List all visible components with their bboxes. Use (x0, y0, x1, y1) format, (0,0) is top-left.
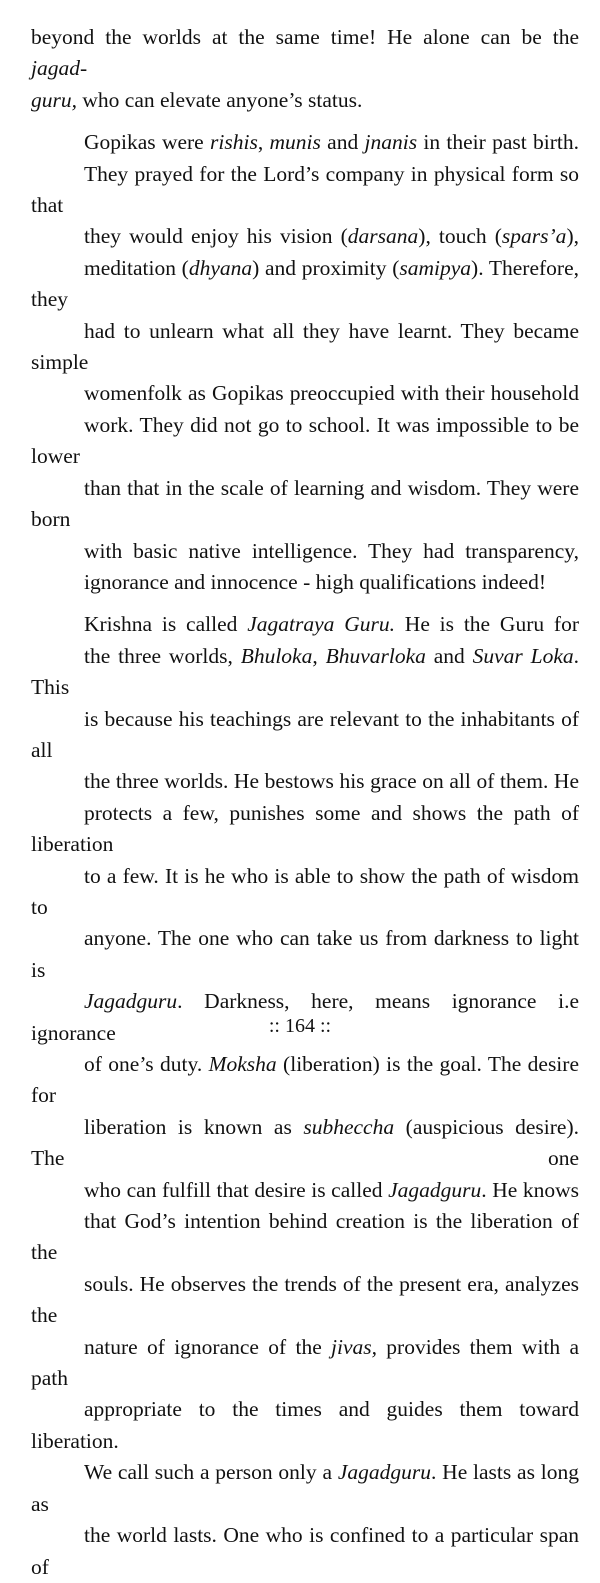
text-line (31, 536, 579, 567)
text-line (31, 316, 579, 379)
text-line (31, 1049, 579, 1112)
text-run: that God’s intention behind creation is the liberation of the (31, 1209, 579, 1265)
text-run: anyone. The one who can take us from darkness to light is (31, 926, 579, 982)
text-run: the world lasts. One who is confined to a particular span of (31, 1523, 579, 1579)
text-line (31, 1112, 579, 1175)
text-line (31, 766, 579, 797)
text-run: the three worlds, (84, 643, 241, 668)
text-line (31, 923, 579, 986)
italic-term: Jagadguru (337, 1460, 431, 1485)
text-run: (liberation) is the goal. The desire for (31, 1052, 579, 1108)
text-run: . He lasts as long as (31, 1460, 579, 1516)
text-line (31, 410, 579, 473)
paragraph-krishna-jagadguru (31, 609, 579, 1583)
text-run: souls. He observes the trends of the present era, analyzes the (31, 1271, 579, 1328)
text-run: work. They did not go to school. It was impossible to be lower (31, 412, 579, 469)
text-line (31, 567, 579, 598)
text-run: womenfolk as Gopikas preoccupied with their household (84, 381, 579, 406)
text-line (31, 253, 579, 316)
text-run: who can elevate anyone’s status. (77, 87, 363, 112)
text-run: , (312, 643, 326, 668)
italic-term: Jagatraya Guru. (247, 612, 395, 637)
text-line (31, 1457, 579, 1520)
text-run: and (320, 130, 365, 155)
text-run: meditation ( (84, 255, 189, 280)
text-line (31, 22, 579, 85)
text-line (31, 1206, 579, 1269)
italic-term: jivas, (331, 1334, 378, 1359)
text-line (31, 641, 579, 704)
text-run: . Darkness, here, means ignorance i.e ignorance (31, 989, 579, 1045)
text-run: than that in the scale of learning and wisdom. They were born (31, 475, 579, 532)
text-run: in their past birth. (417, 130, 579, 155)
text-line (31, 798, 579, 861)
italic-term: spars’a (501, 224, 567, 249)
paragraph-gopikas (31, 127, 579, 598)
text-line (31, 1269, 579, 1332)
italic-term: samipya (399, 255, 472, 280)
text-run: Krishna is called (84, 612, 248, 637)
text-run: ), (566, 224, 579, 249)
text-run: of one’s duty. (84, 1052, 209, 1076)
text-run: who can fulfill that desire is called (84, 1177, 389, 1202)
text-line (31, 1175, 579, 1206)
text-run: They prayed for the Lord’s company in physical form so that (31, 161, 579, 218)
italic-term: Moksha (208, 1052, 277, 1076)
text-run: nature of ignorance of the (84, 1334, 332, 1359)
text-run: beyond the worlds at the same time! He alone can be the (31, 25, 579, 49)
italic-term: munis (269, 130, 321, 155)
italic-term: darsana (347, 224, 419, 249)
text-run: provides them with a path (31, 1334, 579, 1391)
text-run: . This (31, 643, 580, 700)
text-line (31, 473, 579, 536)
text-run: to a few. It is he who is able to show the path of wisdom to (31, 863, 579, 919)
text-line (31, 159, 579, 222)
page-body (31, 22, 579, 1583)
text-run: Gopikas were (84, 130, 211, 155)
text-run: ). Therefore, they (31, 255, 579, 312)
text-run: had to unlearn what all they have learnt. They became simple (31, 318, 579, 375)
text-run: We call such a person only a (84, 1460, 338, 1485)
text-line (31, 704, 579, 767)
italic-term: rishis (210, 130, 258, 155)
page-number: :: 164 :: (268, 1015, 332, 1037)
italic-term: Bhuvarloka (325, 643, 426, 668)
italic-term: Bhuloka (240, 643, 313, 668)
text-run: appropriate to the times and guides them toward liberation. (31, 1397, 579, 1453)
italic-term: jagad- (31, 56, 88, 81)
text-run: is because his teachings are relevant to the inhabitants of all (31, 706, 579, 762)
italic-term: Jagadguru (388, 1177, 482, 1202)
italic-term: jnanis (364, 130, 418, 155)
text-run: the three worlds. He bestows his grace on all of them. He (84, 769, 579, 794)
text-line (31, 221, 579, 252)
paragraph-continuation (31, 22, 579, 116)
text-run: ), touch ( (418, 224, 502, 249)
text-line (31, 127, 579, 158)
text-run: (auspicious desire). The one (31, 1114, 579, 1171)
text-run: liberation is known as (84, 1114, 304, 1139)
text-run: ) and proximity ( (252, 255, 400, 280)
italic-term: Suvar Loka (472, 643, 574, 668)
text-line (31, 1520, 579, 1583)
italic-term: Jagadguru (84, 989, 178, 1014)
italic-term: subheccha (303, 1114, 395, 1139)
text-run: with basic native intelligence. They had transparency, (84, 538, 579, 563)
italic-term: dhyana (188, 255, 253, 280)
text-run: , (257, 130, 270, 155)
text-line (31, 861, 579, 924)
text-run: protects a few, punishes some and shows the path of liberation (31, 800, 579, 857)
text-line (31, 1394, 579, 1457)
text-line (31, 85, 579, 116)
italic-term: guru, (31, 87, 77, 112)
text-run: ignorance and innocence - high qualifications indeed! (84, 569, 547, 594)
text-line (31, 609, 579, 640)
text-run: and (425, 643, 473, 668)
text-run: they would enjoy his vision ( (84, 224, 348, 249)
text-run: He is the Guru for (394, 612, 579, 637)
text-line (31, 378, 579, 409)
text-run: . He knows (481, 1177, 579, 1202)
text-line (31, 1332, 579, 1395)
